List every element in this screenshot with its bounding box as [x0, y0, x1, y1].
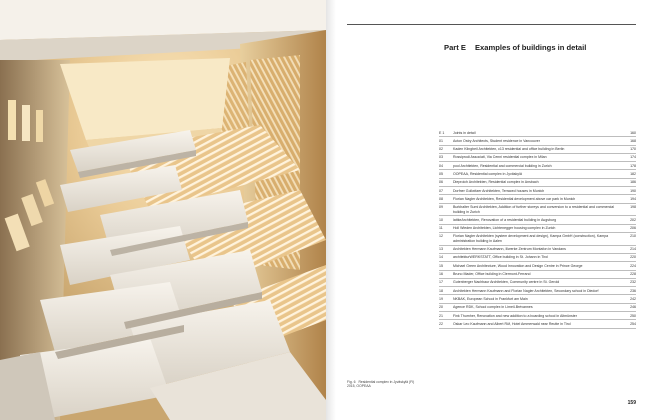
toc-entry-number: 03 — [439, 155, 443, 160]
toc-entry — [439, 225, 636, 233]
toc-entry-number: 09 — [439, 205, 443, 210]
toc-entry-page: 178 — [630, 163, 636, 168]
toc-entry-page: 254 — [630, 321, 636, 326]
figure-caption-text: Residential complex in Jyväskylä (FI) 2015, OOPEAA — [347, 380, 415, 389]
toc-entry-number: 12 — [439, 234, 443, 239]
toc-entry-page: 186 — [630, 180, 636, 185]
toc-entry-number: 15 — [439, 263, 443, 268]
toc-entry — [439, 204, 636, 217]
toc-entry-page: 194 — [630, 196, 636, 201]
toc-entry-page: 250 — [630, 313, 636, 318]
toc-entry-page: 206 — [630, 226, 636, 231]
part-heading — [444, 43, 586, 52]
toc-entry — [439, 295, 636, 303]
toc-entry-page: 168 — [630, 138, 636, 143]
toc-entry-title: Architekten Hermann Kaufmann, Illwerke Zentrum Montafon in Vandans — [453, 247, 566, 252]
toc-entry-title: lattkeArchitekten, Renovation of a residential building in Augsburg — [453, 217, 557, 222]
toc-entry-number: 21 — [439, 313, 443, 318]
toc-entry-number: 06 — [439, 180, 443, 185]
toc-entry — [439, 129, 636, 137]
toc-entry-page: 246 — [630, 305, 636, 310]
toc-entry-title: Acton Ostry Architects, Student residence in Vancouver — [453, 138, 540, 143]
toc-entry-title: Joints in detail — [453, 130, 476, 135]
toc-entry-title: Oskar Leo Kaufmann and Albert Rüf, Hotel Ammerwald near Reutte in Tirol — [453, 321, 571, 326]
toc-entry-number: 18 — [439, 288, 443, 293]
toc-entry-title: Rossiprodi Associati, Via Cenni residential complex in Milan — [453, 155, 547, 160]
part-title: Examples of buildings in detail — [474, 43, 587, 52]
toc-entry-title: Florian Nagler Architekten, Residential development above car park in Munich — [453, 196, 576, 201]
toc-entry-title: Michael Green Architecture, Wood Innovation and Design Centre in Prince George — [453, 263, 583, 268]
toc-entry-number: 16 — [439, 272, 443, 277]
toc-entry-page: 224 — [630, 263, 636, 268]
toc-entry — [439, 312, 636, 320]
table-of-contents — [439, 129, 636, 329]
toc-entry-title: architekturWERKSTATT, Office building in St. Johann in Tirol — [453, 255, 549, 260]
toc-entry — [439, 287, 636, 295]
toc-entry-page: 236 — [630, 288, 636, 293]
toc-entry-number: 04 — [439, 163, 443, 168]
toc-entry — [439, 246, 636, 254]
toc-entry — [439, 271, 636, 279]
toc-entry-number: 08 — [439, 196, 443, 201]
toc-entry-number: E 1 — [439, 130, 445, 135]
toc-entry-page: 182 — [630, 171, 636, 176]
toc-entry — [439, 170, 636, 178]
toc-entry-page: 232 — [630, 280, 636, 285]
toc-entry-title: Agence RDK, School complex in Limeil-Brévannes — [453, 305, 533, 310]
part-label: Part E — [444, 43, 466, 52]
toc-entry-number: 07 — [439, 188, 443, 193]
toc-entry-page: 242 — [630, 296, 636, 301]
toc-entry-title: OOPEAA, Residential complex in Jyväskylä — [453, 171, 522, 176]
toc-entry-title: Gutenberger Nachbaur Architekten, Community centre in St. Gerold — [453, 280, 560, 285]
toc-entry — [439, 233, 636, 246]
toc-entry-title: Bruno Mader, Office building in Clermont-Ferrand — [453, 272, 531, 277]
toc-entry — [439, 146, 636, 154]
toc-entry-page: 220 — [630, 255, 636, 260]
gutter-shadow — [326, 0, 336, 420]
contents-page — [326, 0, 650, 420]
figure-caption — [347, 380, 417, 389]
toc-entry-title: Dieproich Architekten, Residential complex in Ansbach — [453, 180, 539, 185]
toc-entry-page: 170 — [630, 147, 636, 152]
toc-entry-page: 198 — [630, 205, 636, 210]
toc-entry-title: Dorfner Gollwitzer Architekten, Terraced houses in Munich — [453, 188, 545, 193]
toc-entry-page: 214 — [630, 247, 636, 252]
toc-entry-number: 05 — [439, 171, 443, 176]
toc-entry-title: NKBAK, European School in Frankfurt am Main — [453, 296, 528, 301]
toc-entry — [439, 279, 636, 287]
toc-entry — [439, 137, 636, 145]
toc-entry-title: Burkhalter Sumi Architekten, Addition of further storeys and conversion to a residential and commercial building in Zurich — [453, 205, 615, 214]
toc-entry — [439, 216, 636, 224]
toc-entry-title: Architekten Hermann Kaufmann and Florian Nagler Architekten, Secondary school in Diedorf — [453, 288, 599, 293]
toc-entry-title: Florian Nagler Architekten (system development and design), Kampa GmbH (construction), Kampa administration building in Aalen — [453, 234, 609, 243]
toc-entry-title: Holl Wieden Architekten, Lichtenegger housing complex in Zurich — [453, 226, 556, 231]
toc-entry-page: 190 — [630, 188, 636, 193]
toc-entry-number: 02 — [439, 147, 443, 152]
toc-entry-number: 13 — [439, 247, 443, 252]
toc-entry-number: 17 — [439, 280, 443, 285]
toc-entry-number: 19 — [439, 296, 443, 301]
toc-entry — [439, 154, 636, 162]
toc-entry — [439, 162, 636, 170]
toc-entry-number: 01 — [439, 138, 443, 143]
toc-entry — [439, 195, 636, 203]
toc-entry-number: 10 — [439, 217, 443, 222]
toc-entry — [439, 179, 636, 187]
toc-entry-number: 20 — [439, 305, 443, 310]
toc-entry-title: Fink Thurnher, Renovation and new addition to a boarding school in Altmünster — [453, 313, 577, 318]
toc-entry-number: 22 — [439, 321, 443, 326]
toc-entry-number: 11 — [439, 226, 443, 231]
toc-entry-page: 228 — [630, 272, 636, 277]
toc-entry-page: 174 — [630, 155, 636, 160]
toc-entry-page: 160 — [630, 130, 636, 135]
figure-number: Fig. 6 — [347, 380, 356, 384]
toc-entry — [439, 187, 636, 195]
toc-entry-title: pool Architekten, Residential and commercial building in Zurich — [453, 163, 552, 168]
toc-entry — [439, 320, 636, 328]
page-number: 159 — [627, 400, 636, 406]
toc-entry-page: 202 — [630, 217, 636, 222]
toc-entry — [439, 304, 636, 312]
toc-entry — [439, 262, 636, 270]
toc-entry-page: 210 — [630, 234, 636, 239]
toc-entry-title: Kaden Klingbeil Architekten, c13 residential and office building in Berlin — [453, 147, 565, 152]
toc-entry-number: 14 — [439, 255, 443, 260]
header-rule — [347, 24, 636, 25]
toc-entry — [439, 254, 636, 262]
